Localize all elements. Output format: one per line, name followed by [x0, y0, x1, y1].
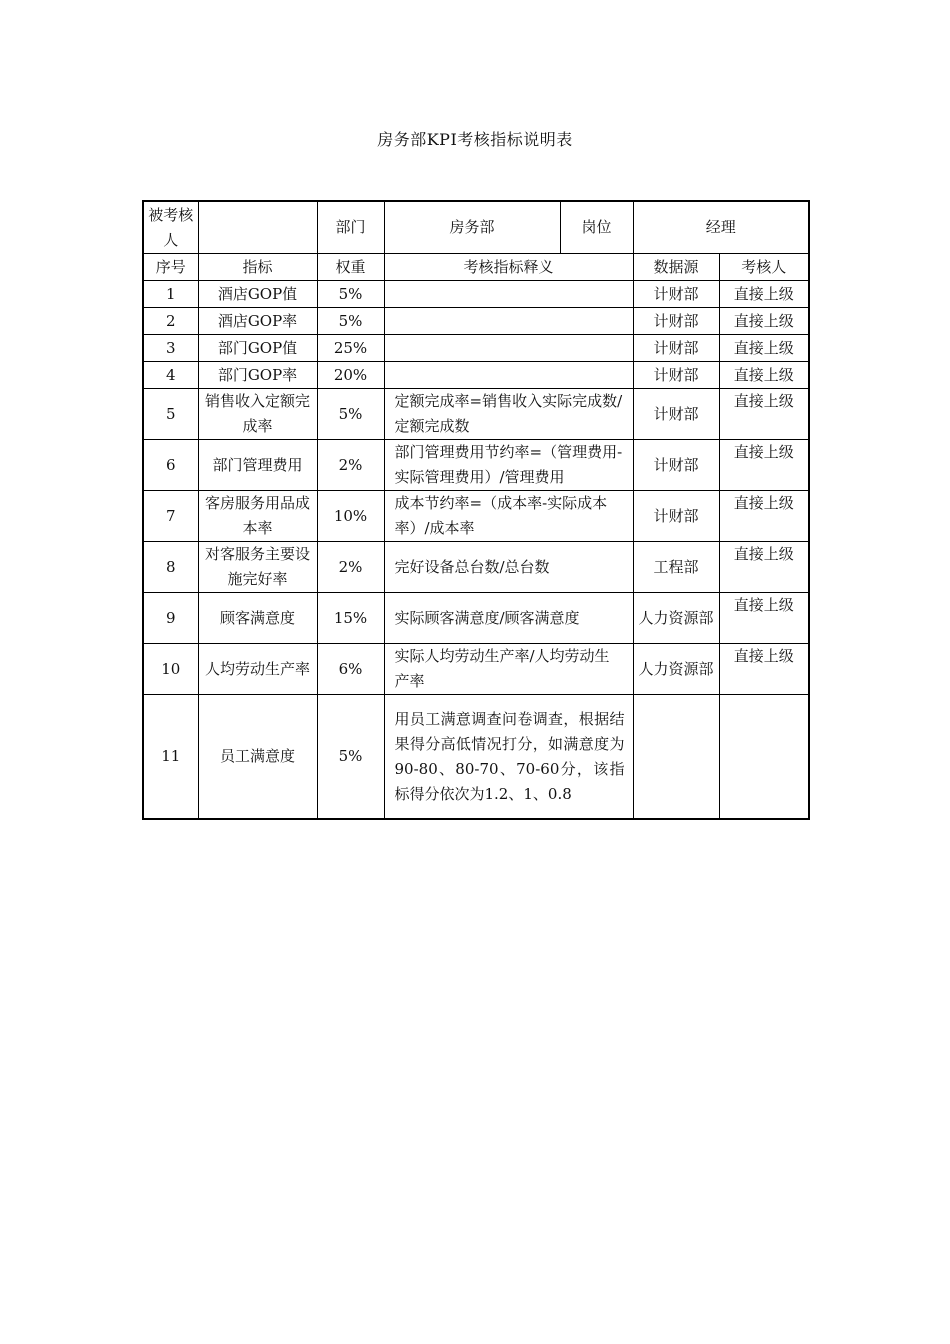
cell-source: 计财部: [633, 491, 719, 542]
cell-assessor: 直接上级: [719, 542, 809, 593]
cell-indicator: 客房服务用品成本率: [198, 491, 317, 542]
cell-no: 5: [143, 389, 198, 440]
cell-source: 工程部: [633, 542, 719, 593]
cell-no: 11: [143, 695, 198, 820]
cell-indicator: 人均劳动生产率: [198, 644, 317, 695]
cell-definition: 部门管理费用节约率=（管理费用-实际管理费用）/管理费用: [384, 440, 633, 491]
table-row: [143, 281, 809, 308]
table-row: [143, 389, 809, 440]
cell-indicator: 酒店GOP率: [198, 308, 317, 335]
cell-weight: 20%: [317, 362, 384, 389]
cell-no: 3: [143, 335, 198, 362]
cell-no: 4: [143, 362, 198, 389]
cell-weight: 2%: [317, 440, 384, 491]
cell-no: 10: [143, 644, 198, 695]
cell-no: 2: [143, 308, 198, 335]
cell-weight: 5%: [317, 695, 384, 820]
cell-weight: 5%: [317, 389, 384, 440]
table-row: [143, 362, 809, 389]
cell-assessor: 直接上级: [719, 362, 809, 389]
cell-source: 计财部: [633, 335, 719, 362]
cell-definition: [384, 308, 633, 335]
cell-indicator: 部门GOP率: [198, 362, 317, 389]
kpi-table: [142, 200, 810, 820]
dept-label: 部门: [317, 201, 384, 254]
cell-definition: 实际顾客满意度/顾客满意度: [384, 593, 633, 644]
cell-indicator: 部门管理费用: [198, 440, 317, 491]
table-row: [143, 542, 809, 593]
cell-indicator: 员工满意度: [198, 695, 317, 820]
cell-source: 人力资源部: [633, 593, 719, 644]
cell-indicator: 顾客满意度: [198, 593, 317, 644]
cell-source: 计财部: [633, 362, 719, 389]
cell-assessor: 直接上级: [719, 308, 809, 335]
cell-definition: [384, 281, 633, 308]
cell-indicator: 对客服务主要设施完好率: [198, 542, 317, 593]
table-row: [143, 695, 809, 820]
cell-indicator: 销售收入定额完成率: [198, 389, 317, 440]
table-header-row-columns: [143, 254, 809, 281]
column-header-definition: 考核指标释义: [384, 254, 633, 281]
cell-assessor: [719, 695, 809, 820]
cell-assessor: 直接上级: [719, 593, 809, 644]
cell-indicator: 部门GOP值: [198, 335, 317, 362]
table-row: [143, 308, 809, 335]
cell-weight: 2%: [317, 542, 384, 593]
column-header-source: 数据源: [633, 254, 719, 281]
document-title: 房务部KPI考核指标说明表: [377, 130, 573, 149]
cell-assessor: 直接上级: [719, 335, 809, 362]
cell-no: 9: [143, 593, 198, 644]
cell-source: 计财部: [633, 281, 719, 308]
cell-assessor: 直接上级: [719, 389, 809, 440]
cell-weight: 15%: [317, 593, 384, 644]
assessee-value: [198, 201, 317, 254]
cell-definition: 用员工满意调查问卷调查，根据结果得分高低情况打分，如满意度为90-80、80-70、70-60分，该指标得分依次为1.2、1、0.8: [384, 695, 633, 820]
table-row: [143, 593, 809, 644]
cell-no: 6: [143, 440, 198, 491]
cell-source: 计财部: [633, 308, 719, 335]
dept-value: 房务部: [384, 201, 560, 254]
post-value: 经理: [633, 201, 809, 254]
column-header-weight: 权重: [317, 254, 384, 281]
cell-no: 8: [143, 542, 198, 593]
cell-no: 1: [143, 281, 198, 308]
cell-definition: 成本节约率=（成本率-实际成本率）/成本率: [384, 491, 633, 542]
cell-no: 7: [143, 491, 198, 542]
cell-weight: 25%: [317, 335, 384, 362]
column-header-assessor: 考核人: [719, 254, 809, 281]
cell-source: 计财部: [633, 440, 719, 491]
column-header-no: 序号: [143, 254, 198, 281]
table-row: [143, 491, 809, 542]
cell-weight: 6%: [317, 644, 384, 695]
cell-definition: [384, 335, 633, 362]
cell-assessor: 直接上级: [719, 491, 809, 542]
cell-weight: 5%: [317, 308, 384, 335]
cell-assessor: 直接上级: [719, 644, 809, 695]
cell-definition: 定额完成率=销售收入实际完成数/定额完成数: [384, 389, 633, 440]
cell-indicator: 酒店GOP值: [198, 281, 317, 308]
cell-source: 人力资源部: [633, 644, 719, 695]
table-row: [143, 440, 809, 491]
table-row: [143, 644, 809, 695]
cell-definition: 实际人均劳动生产率/人均劳动生产率: [384, 644, 633, 695]
cell-assessor: 直接上级: [719, 440, 809, 491]
cell-source: [633, 695, 719, 820]
cell-assessor: 直接上级: [719, 281, 809, 308]
column-header-indicator: 指标: [198, 254, 317, 281]
assessee-label: 被考核人: [143, 201, 198, 254]
post-label: 岗位: [560, 201, 633, 254]
cell-definition: 完好设备总台数/总台数: [384, 542, 633, 593]
cell-source: 计财部: [633, 389, 719, 440]
cell-definition: [384, 362, 633, 389]
table-row: [143, 335, 809, 362]
table-header-row-info: [143, 201, 809, 254]
cell-weight: 10%: [317, 491, 384, 542]
cell-weight: 5%: [317, 281, 384, 308]
